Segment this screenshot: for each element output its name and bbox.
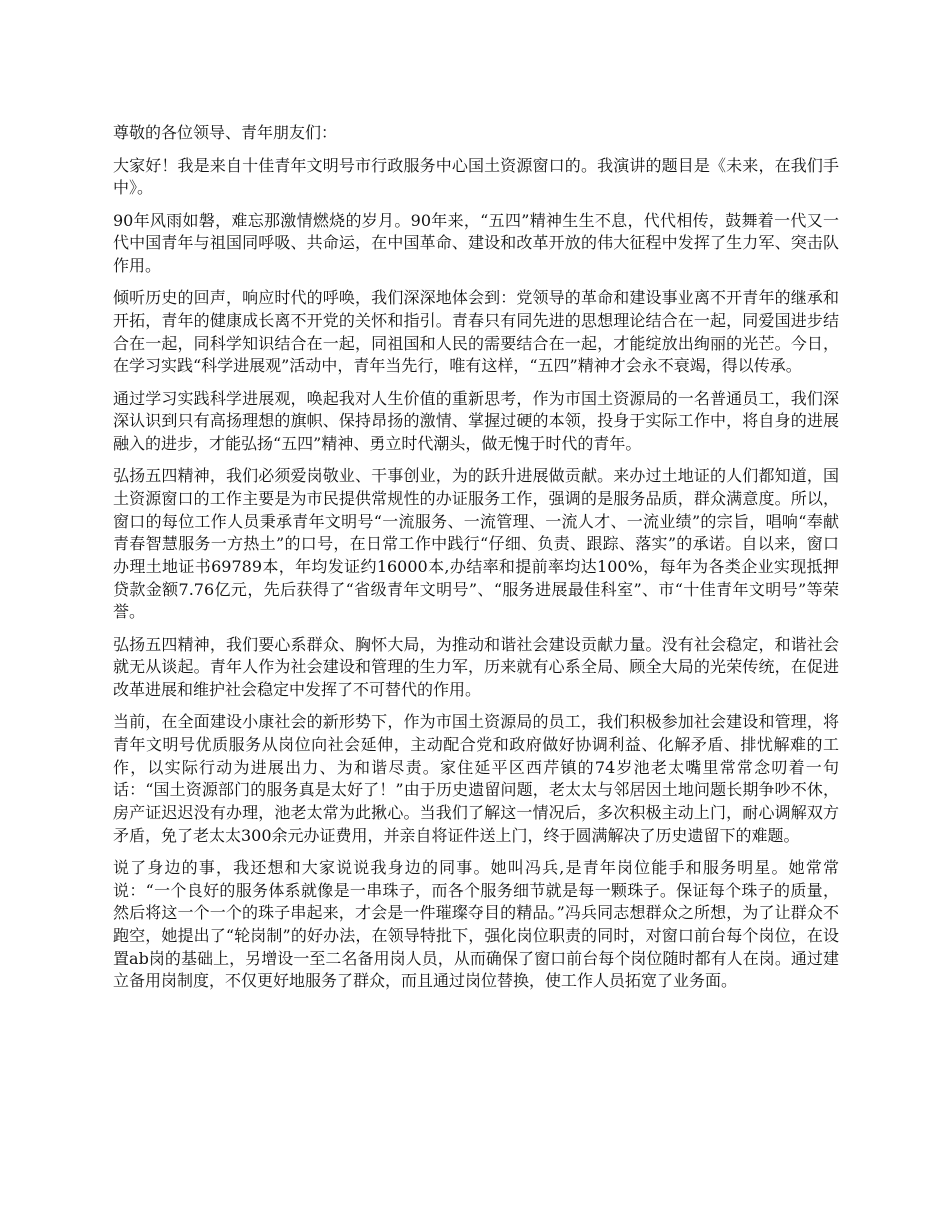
paragraph-colleague: 说了身边的事，我还想和大家说说我身边的同事。她叫冯兵,是青年岗位能手和服务明星。她常常说：“一个良好的服务体系就像是一串珠子，而各个服务细节就是每一颗珠子。保证每个珠子的质量，然后将这一个一个的珠子串起来，才会是一件璀璨夺目的精品。”冯兵同志想群众之所想，为了让群众不跑空，她提出了“轮岗制”的好办法，在领导特批下，强化岗位职责的同时，对窗口前台每个岗位，在设置ab岗的基础上，另增设一至二名备用岗人员，从而确保了窗口前台每个岗位随时都有人在岗。通过建立备用岗制度，不仅更好地服务了群众，而且通过岗位替换，使工作人员拓宽了业务面。 <box>113 857 839 991</box>
paragraph-90-years: 90年风雨如磐，难忘那激情燃烧的岁月。90年来，“五四”精神生生不息，代代相传，鼓舞着一代又一代中国青年与祖国同呼吸、共命运，在中国革命、建设和改革开放的伟大征程中发挥了生力军、突击队作用。 <box>113 210 839 276</box>
paragraph-history: 倾听历史的回声，响应时代的呼唤，我们深深地体会到：党领导的革命和建设事业离不开青年的继承和开拓，青年的健康成长离不开党的关怀和指引。青春只有同先进的思想理论结合在一起，同爱国进步结合在一起，同科学知识结合在一起，同祖国和人民的需要结合在一起，才能绽放出绚丽的光芒。今日，在学习实践“科学进展观”活动中，青年当先行，唯有这样，“五四”精神才会永不衰竭，得以传承。 <box>113 288 839 376</box>
paragraph-harmony: 弘扬五四精神，我们要心系群众、胸怀大局，为推动和谐社会建设贡献力量。没有社会稳定，和谐社会就无从谈起。青年人作为社会建设和管理的生力军，历来就有心系全局、顾全大局的光荣传统，在促进改革进展和维护社会稳定中发挥了不可替代的作用。 <box>113 634 839 699</box>
paragraph-study: 通过学习实践科学进展观，唤起我对人生价值的重新思考，作为市国土资源局的一名普通员工，我们深深认识到只有高扬理想的旗帜、保持昂扬的激情、掌握过硬的本领，投身于实际工作中，将自身的进展融入的进步，才能弘扬“五四”精神、勇立时代潮头，做无愧于时代的青年。 <box>113 388 839 453</box>
document-body <box>113 122 839 1003</box>
paragraph-intro: 大家好！我是来自十佳青年文明号市行政服务中心国土资源窗口的。我演讲的题目是《未来，在我们手中》。 <box>113 155 839 198</box>
paragraph-community: 当前，在全面建设小康社会的新形势下，作为市国土资源局的员工，我们积极参加社会建设和管理，将青年文明号优质服务从岗位向社会延伸，主动配合党和政府做好协调利益、化解矛盾、排忧解难的工作，以实际行动为进展出力、为和谐尽责。家住延平区西芹镇的74岁池老太嘴里常常念叨着一句话：“国土资源部门的服务真是太好了！”由于历史遗留问题，老太太与邻居因土地问题长期争吵不休，房产证迟迟没有办理，池老太常为此揪心。当我们了解这一情况后，多次积极主动上门，耐心调解双方矛盾，免了老太太300余元办证费用，并亲自将证件送上门，终于圆满解决了历史遗留下的难题。 <box>113 712 839 845</box>
paragraph-dedication: 弘扬五四精神，我们必须爱岗敬业、干事创业，为的跃升进展做贡献。来办过土地证的人们都知道，国土资源窗口的工作主要是为市民提供常规性的办证服务工作，强调的是服务品质，群众满意度。所以，窗口的每位工作人员秉承青年文明号“一流服务、一流管理、一流人才、一流业绩”的宗旨，唱响“奉献青春智慧服务一方热土”的口号，在日常工作中践行“仔细、负责、跟踪、落实”的承诺。自以来，窗口办理土地证书69789本，年均发证约16000本,办结率和提前率均达100%，每年为各类企业实现抵押贷款金额7.76亿元，先后获得了“省级青年文明号”、“服务进展最佳科室”、市“十佳青年文明号”等荣誉。 <box>113 466 839 622</box>
greeting: 尊敬的各位领导、青年朋友们： <box>113 123 338 142</box>
